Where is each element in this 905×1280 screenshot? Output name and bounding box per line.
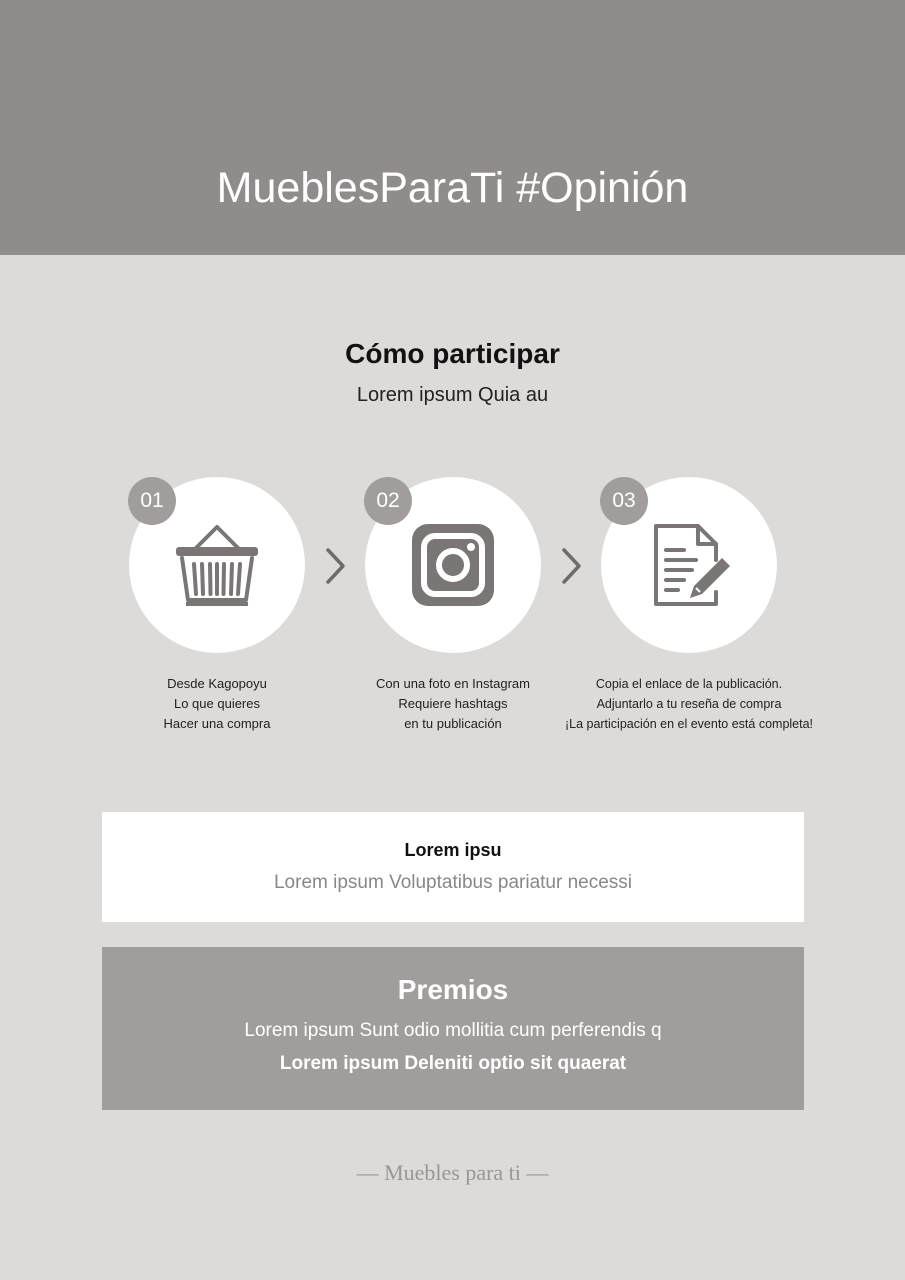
step-2-line-2: Requiere hashtags [398,696,508,711]
step-1-description [117,674,317,734]
prizes-box [102,947,804,1110]
prizes-title: Premios [397,974,509,1005]
how-to-title: Cómo participar [345,338,560,369]
prizes-line-2: Lorem ipsum Deleniti optio sit quaerat [279,1053,627,1074]
info-text: Lorem ipsum Voluptatibus pariatur necessi [273,872,633,893]
step-1-badge: 01 [128,477,176,525]
step-2-line-3: en tu publicación [404,716,502,731]
step-3-line-2: Adjuntarlo a tu reseña de compra [596,697,782,711]
header-banner [0,0,905,255]
chevron-right-icon [559,546,585,586]
step-1-line-2: Lo que quieres [173,696,260,711]
how-to-subtitle: Lorem ipsum Quia au [356,384,549,406]
info-title: Lorem ipsu [404,840,502,860]
step-3-badge: 03 [600,477,648,525]
step-2-line-1: Con una foto en Instagram [376,676,530,691]
chevron-right-icon [323,546,349,586]
step-2-badge: 02 [364,477,412,525]
step-1-line-3: Hacer una compra [163,716,271,731]
prizes-line-1: Lorem ipsum Sunt odio mollitia cum perferendis q [244,1020,662,1041]
shopping-basket-icon [172,520,262,610]
step-3-description [557,674,821,734]
edit-document-icon [644,520,734,610]
step-2-description [353,674,553,734]
page-title: MueblesParaTi #Opinión [216,164,689,212]
footer-brand: — Muebles para ti — [356,1160,549,1185]
instagram-icon [408,520,498,610]
step-3-line-1: Copia el enlace de la publicación. [595,677,783,691]
step-1-line-1: Desde Kagopoyu [167,676,267,691]
step-3-line-3: ¡La participación en el evento está completa! [564,717,814,731]
info-box [102,812,804,922]
